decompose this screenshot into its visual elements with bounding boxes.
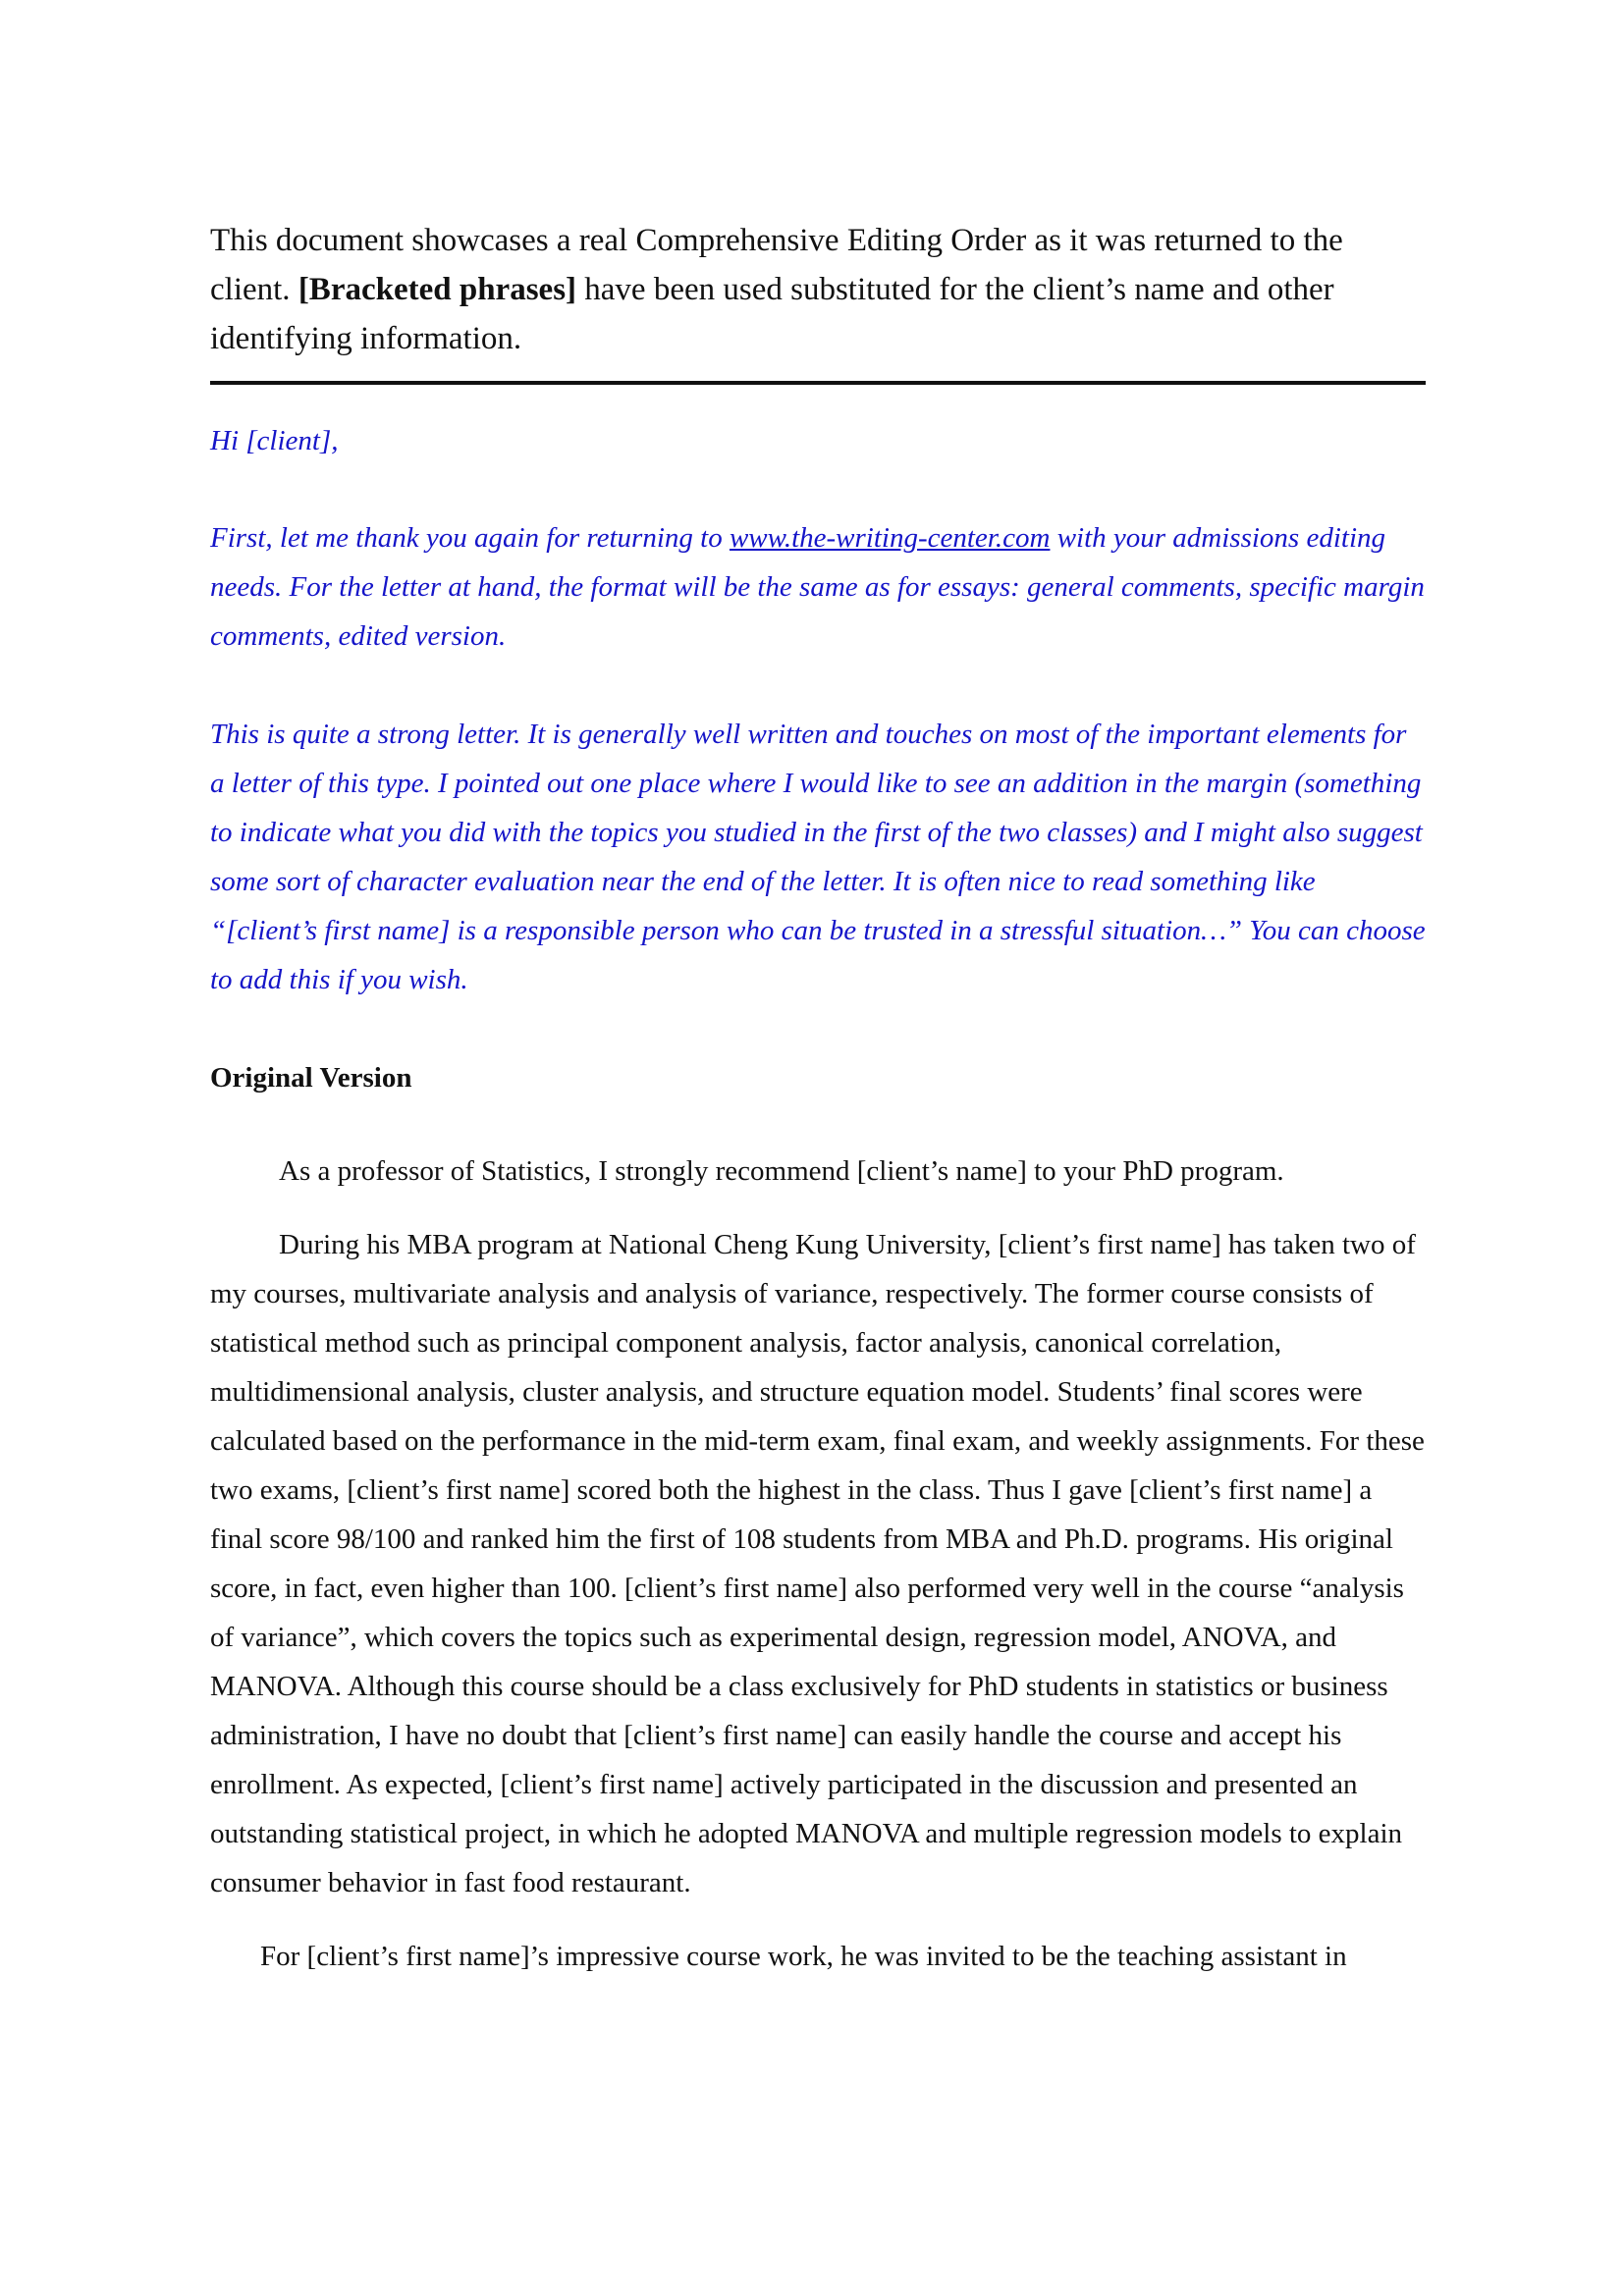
- intro-paragraph: [210, 216, 1426, 363]
- document-page: [210, 216, 1426, 1981]
- editor-paragraph-1-end: with your admissions editing needs. For the letter at hand, the format will be the same as for essays: general comments, specific margin comments, edited version.: [210, 522, 1425, 652]
- editor-greeting: Hi [client],: [210, 425, 339, 456]
- intro-text-part1: This document showcases a real Comprehensive Editing Order as it was returned to the client.: [210, 223, 1343, 307]
- bracketed-phrases-label: [Bracketed phrases]: [298, 272, 577, 307]
- editor-paragraph-2: This is quite a strong letter. It is generally well written and touches on most of the important elements for a letter of this type. I pointed out one place where I would like to see an addition in the margin (something to indicate what you did with the topics you studied in the first of the two classes) and I might also suggest some sort of character evaluation near the end of the letter. It is often nice to read something like “[client’s first name] is a responsible person who can be trusted in a stressful situation…” You can choose to add this if you wish.: [210, 719, 1426, 995]
- letter-paragraph: During his MBA program at National Cheng Kung University, [client’s first name] has taken two of my courses, multivariate analysis and analysis of variance, respectively. The former course consists of statistical method such as principal component analysis, factor analysis, canonical correlation, multidimensional analysis, cluster analysis, and structure equation model. Students’ final scores were calculated based on the performance in the mid-term exam, final exam, and weekly assignments. For these two exams, [client’s first name] scored both the highest in the class. Thus I gave [client’s first name] a final score 98/100 and ranked him the first of 108 students from MBA and Ph.D. programs. His original score, in fact, even higher than 100. [client’s first name] also performed very well in the course “analysis of variance”, which covers the topics such as experimental design, regression model, ANOVA, and MANOVA. Although this course should be a class exclusively for PhD students in statistics or business administration, I have no doubt that [client’s first name] can easily handle the course and accept his enrollment. As expected, [client’s first name] actively participated in the discussion and presented an outstanding statistical project, in which he adopted MANOVA and multiple regression models to explain consumer behavior in fast food restaurant.: [210, 1229, 1425, 1898]
- original-version-heading: Original Version: [210, 1062, 412, 1094]
- editor-paragraph-1-start: First, let me thank you again for returning to: [210, 522, 730, 554]
- letter-paragraph: As a professor of Statistics, I strongly recommend [client’s name] to your PhD program.: [279, 1155, 1284, 1187]
- intro-text-part2: have been used substituted for the client’s name and other identifying information.: [210, 272, 1334, 356]
- writing-center-link[interactable]: www.the-writing-center.com: [729, 522, 1051, 554]
- editor-paragraph-1: [210, 513, 1426, 661]
- horizontal-divider: [210, 381, 1426, 385]
- letter-paragraph: For [client’s first name]’s impressive course work, he was invited to be the teaching assistant in: [260, 1941, 1347, 1972]
